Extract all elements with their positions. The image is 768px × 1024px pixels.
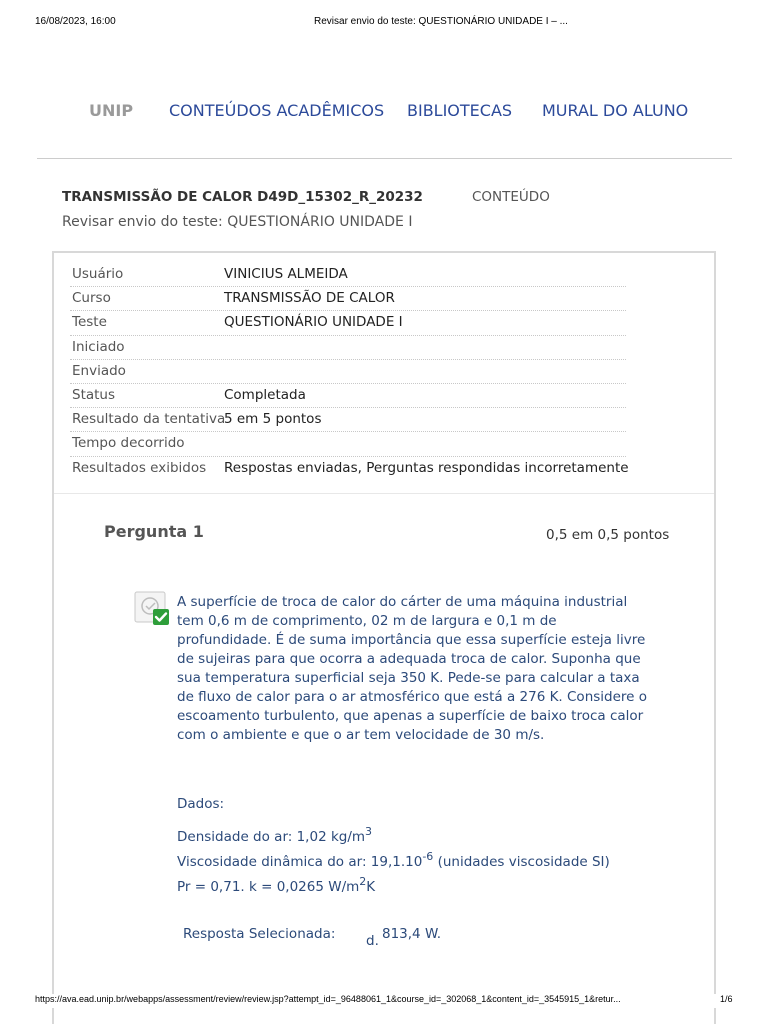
- detail-label: Teste: [72, 314, 107, 331]
- detail-label: Iniciado: [72, 338, 125, 355]
- correct-check-icon: [134, 591, 170, 627]
- print-header: [0, 16, 768, 30]
- question-points: 0,5 em 0,5 pontos: [546, 527, 670, 543]
- question-data-heading: Dados:: [177, 796, 225, 812]
- detail-value: Completada: [224, 386, 306, 403]
- pr-text: Pr = 0,71. k = 0,0265 W/m: [177, 879, 360, 895]
- print-url: https://ava.ead.unip.br/webapps/assessment/review/review.jsp?attempt_id=_96488061_1&course_id=_302068_1&content_id=_3545915_1&retur...: [35, 994, 621, 1004]
- detail-row-status: [70, 384, 626, 408]
- viscosity-text: Viscosidade dinâmica do ar: 19,1.10: [177, 854, 423, 870]
- details-divider: [54, 493, 714, 494]
- nav-brand-unip[interactable]: UNIP: [89, 101, 134, 120]
- detail-label: Curso: [72, 290, 111, 307]
- top-navigation: [0, 101, 768, 125]
- detail-row-curso: [70, 287, 626, 311]
- question-title: Pergunta 1: [104, 522, 204, 541]
- viscosity-unit: (unidades viscosidade SI): [433, 854, 610, 870]
- density-text: Densidade do ar: 1,02 kg/m: [177, 829, 366, 845]
- page-subtitle: Revisar envio do teste: QUESTIONÁRIO UNIDADE I: [62, 214, 413, 230]
- detail-row-enviado: [70, 360, 626, 384]
- detail-value: Respostas enviadas, Perguntas respondidas incorretamente: [224, 459, 629, 476]
- density-exponent: 3: [365, 825, 373, 838]
- data-line-density: [177, 825, 373, 845]
- print-datetime: 16/08/2023, 16:00: [35, 16, 116, 27]
- pr-unit: K: [366, 879, 376, 895]
- review-container: [52, 251, 716, 1024]
- data-line-pr-k: [177, 875, 376, 895]
- print-page-number: 1/6: [720, 994, 733, 1004]
- nav-item-mural-do-aluno[interactable]: MURAL DO ALUNO: [542, 101, 689, 120]
- detail-value: TRANSMISSÃO DE CALOR: [224, 290, 395, 307]
- selected-answer-label: Resposta Selecionada:: [183, 926, 336, 942]
- pr-exponent: 2: [359, 875, 367, 888]
- detail-row-tempo: [70, 432, 626, 456]
- detail-row-iniciado: [70, 336, 626, 360]
- course-title[interactable]: TRANSMISSÃO DE CALOR D49D_15302_R_20232: [62, 189, 423, 205]
- print-footer: [0, 994, 768, 1008]
- selected-answer-letter: d.: [366, 933, 379, 949]
- detail-row-resultado: [70, 408, 626, 432]
- detail-label: Tempo decorrido: [72, 435, 185, 452]
- detail-row-usuario: [70, 263, 626, 287]
- nav-divider: [37, 158, 732, 159]
- detail-label: Status: [72, 386, 116, 403]
- viscosity-exponent: -6: [422, 850, 434, 863]
- print-page-title: Revisar envio do teste: QUESTIONÁRIO UNIDADE I – ...: [314, 16, 568, 27]
- detail-row-resultados-exibidos: [70, 457, 629, 481]
- detail-value: VINICIUS ALMEIDA: [224, 266, 348, 282]
- data-line-viscosity: [177, 850, 610, 870]
- attempt-details-table: [70, 263, 629, 481]
- nav-item-conteudos-academicos[interactable]: CONTEÚDOS ACADÊMICOS: [169, 101, 385, 120]
- breadcrumb-content-link[interactable]: CONTEÚDO: [472, 189, 550, 205]
- detail-value: 5 em 5 pontos: [224, 411, 322, 428]
- detail-value: QUESTIONÁRIO UNIDADE I: [224, 314, 403, 331]
- detail-label: Resultado da tentativa: [72, 411, 226, 428]
- nav-item-bibliotecas[interactable]: BIBLIOTECAS: [407, 101, 513, 120]
- question-statement: A superfície de troca de calor do cárter de uma máquina industrial tem 0,6 m de comprimento, 02 m de largura e 0,1 m de profundidade. É de suma importância que essa superfície esteja livre de sujeiras para que ocorra a adequada troca de calor. Suponha que sua temperatura superficial seja 350 K. Pede-se para calcular a taxa de fluxo de calor para o ar atmosférico que está a 276 K. Considere o escoamento turbulento, que apenas a superfície de baixo troca calor com o ambiente e que o ar tem velocidade de 30 m/s.: [177, 594, 648, 743]
- detail-label: Usuário: [72, 266, 124, 282]
- detail-label: Resultados exibidos: [72, 459, 207, 476]
- detail-label: Enviado: [72, 362, 126, 379]
- selected-answer-value: 813,4 W.: [382, 926, 442, 942]
- detail-row-teste: [70, 311, 626, 335]
